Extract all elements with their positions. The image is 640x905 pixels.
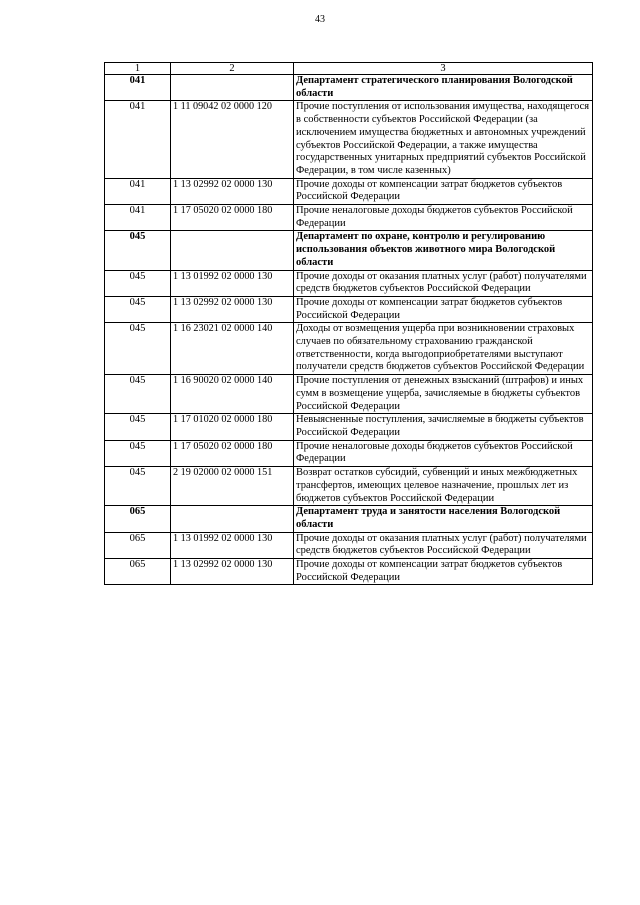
table-header-row xyxy=(105,63,593,75)
table-row xyxy=(105,101,593,178)
admin-code-cell: 065 xyxy=(105,506,171,532)
kbk-code-cell: 1 17 05020 02 0000 180 xyxy=(171,205,294,231)
table-row xyxy=(105,375,593,414)
income-name-cell: Прочие доходы от компенсации затрат бюджетов субъектов Российской Федерации xyxy=(294,296,593,322)
budget-classification-table xyxy=(104,62,593,585)
admin-code-cell: 045 xyxy=(105,375,171,414)
header-col-2: 2 xyxy=(171,63,294,75)
income-name-cell: Прочие доходы от компенсации затрат бюджетов субъектов Российской Федерации xyxy=(294,178,593,204)
table-row xyxy=(105,205,593,231)
department-row xyxy=(105,231,593,270)
admin-code-cell: 041 xyxy=(105,101,171,178)
header-col-3: 3 xyxy=(294,63,593,75)
table-row xyxy=(105,323,593,375)
table-row xyxy=(105,270,593,296)
income-name-cell: Прочие неналоговые доходы бюджетов субъектов Российской Федерации xyxy=(294,205,593,231)
income-name-cell: Прочие поступления от денежных взысканий (штрафов) и иных сумм в возмещение ущерба, зачисляемые в бюджеты субъектов Российской Федерации xyxy=(294,375,593,414)
income-name-cell: Департамент труда и занятости населения Вологодской области xyxy=(294,506,593,532)
kbk-code-cell: 2 19 02000 02 0000 151 xyxy=(171,467,294,506)
page-number: 43 xyxy=(315,14,325,25)
header-col-1: 1 xyxy=(105,63,171,75)
admin-code-cell: 045 xyxy=(105,323,171,375)
income-name-cell: Возврат остатков субсидий, субвенций и иных межбюджетных трансфертов, имеющих целевое назначение, прошлых лет из бюджетов субъектов Российской Федерации xyxy=(294,467,593,506)
admin-code-cell: 045 xyxy=(105,440,171,466)
kbk-code-cell: 1 13 02992 02 0000 130 xyxy=(171,178,294,204)
kbk-code-cell: 1 13 02992 02 0000 130 xyxy=(171,559,294,585)
department-row xyxy=(105,506,593,532)
table-row xyxy=(105,440,593,466)
admin-code-cell: 045 xyxy=(105,270,171,296)
admin-code-cell: 045 xyxy=(105,414,171,440)
admin-code-cell: 065 xyxy=(105,559,171,585)
table-row xyxy=(105,532,593,558)
kbk-code-cell: 1 16 23021 02 0000 140 xyxy=(171,323,294,375)
table-row xyxy=(105,296,593,322)
income-name-cell: Прочие поступления от использования имущества, находящегося в собственности субъектов Российской Федерации (за исключением имущества бюджетных и автономных учреждений субъектов Российской Федерации, а также имущества государственных унитарных предприятий субъектов Российской Федерации, в том числе казенных) xyxy=(294,101,593,178)
admin-code-cell: 045 xyxy=(105,467,171,506)
admin-code-cell: 045 xyxy=(105,296,171,322)
income-name-cell: Департамент по охране, контролю и регулированию использования объектов животного мира Вологодской области xyxy=(294,231,593,270)
kbk-code-cell: 1 17 05020 02 0000 180 xyxy=(171,440,294,466)
kbk-code-cell xyxy=(171,506,294,532)
kbk-code-cell: 1 17 01020 02 0000 180 xyxy=(171,414,294,440)
admin-code-cell: 065 xyxy=(105,532,171,558)
kbk-code-cell: 1 13 01992 02 0000 130 xyxy=(171,532,294,558)
kbk-code-cell: 1 16 90020 02 0000 140 xyxy=(171,375,294,414)
table-body xyxy=(105,75,593,585)
income-name-cell: Прочие неналоговые доходы бюджетов субъектов Российской Федерации xyxy=(294,440,593,466)
income-name-cell: Прочие доходы от оказания платных услуг (работ) получателями средств бюджетов субъектов Российской Федерации xyxy=(294,532,593,558)
admin-code-cell: 041 xyxy=(105,75,171,101)
admin-code-cell: 041 xyxy=(105,205,171,231)
income-name-cell: Департамент стратегического планирования Вологодской области xyxy=(294,75,593,101)
income-name-cell: Невыясненные поступления, зачисляемые в бюджеты субъектов Российской Федерации xyxy=(294,414,593,440)
kbk-code-cell xyxy=(171,231,294,270)
admin-code-cell: 041 xyxy=(105,178,171,204)
income-name-cell: Прочие доходы от компенсации затрат бюджетов субъектов Российской Федерации xyxy=(294,559,593,585)
department-row xyxy=(105,75,593,101)
kbk-code-cell xyxy=(171,75,294,101)
income-name-cell: Доходы от возмещения ущерба при возникновении страховых случаев по обязательному страхованию гражданской ответственности, когда выгодоприобретателями выступают получатели средств бюджетов субъектов Российской Федерации xyxy=(294,323,593,375)
kbk-code-cell: 1 13 02992 02 0000 130 xyxy=(171,296,294,322)
kbk-code-cell: 1 11 09042 02 0000 120 xyxy=(171,101,294,178)
income-name-cell: Прочие доходы от оказания платных услуг (работ) получателями средств бюджетов субъектов Российской Федерации xyxy=(294,270,593,296)
table-row xyxy=(105,178,593,204)
table-row xyxy=(105,467,593,506)
kbk-code-cell: 1 13 01992 02 0000 130 xyxy=(171,270,294,296)
table-row xyxy=(105,559,593,585)
table-row xyxy=(105,414,593,440)
admin-code-cell: 045 xyxy=(105,231,171,270)
